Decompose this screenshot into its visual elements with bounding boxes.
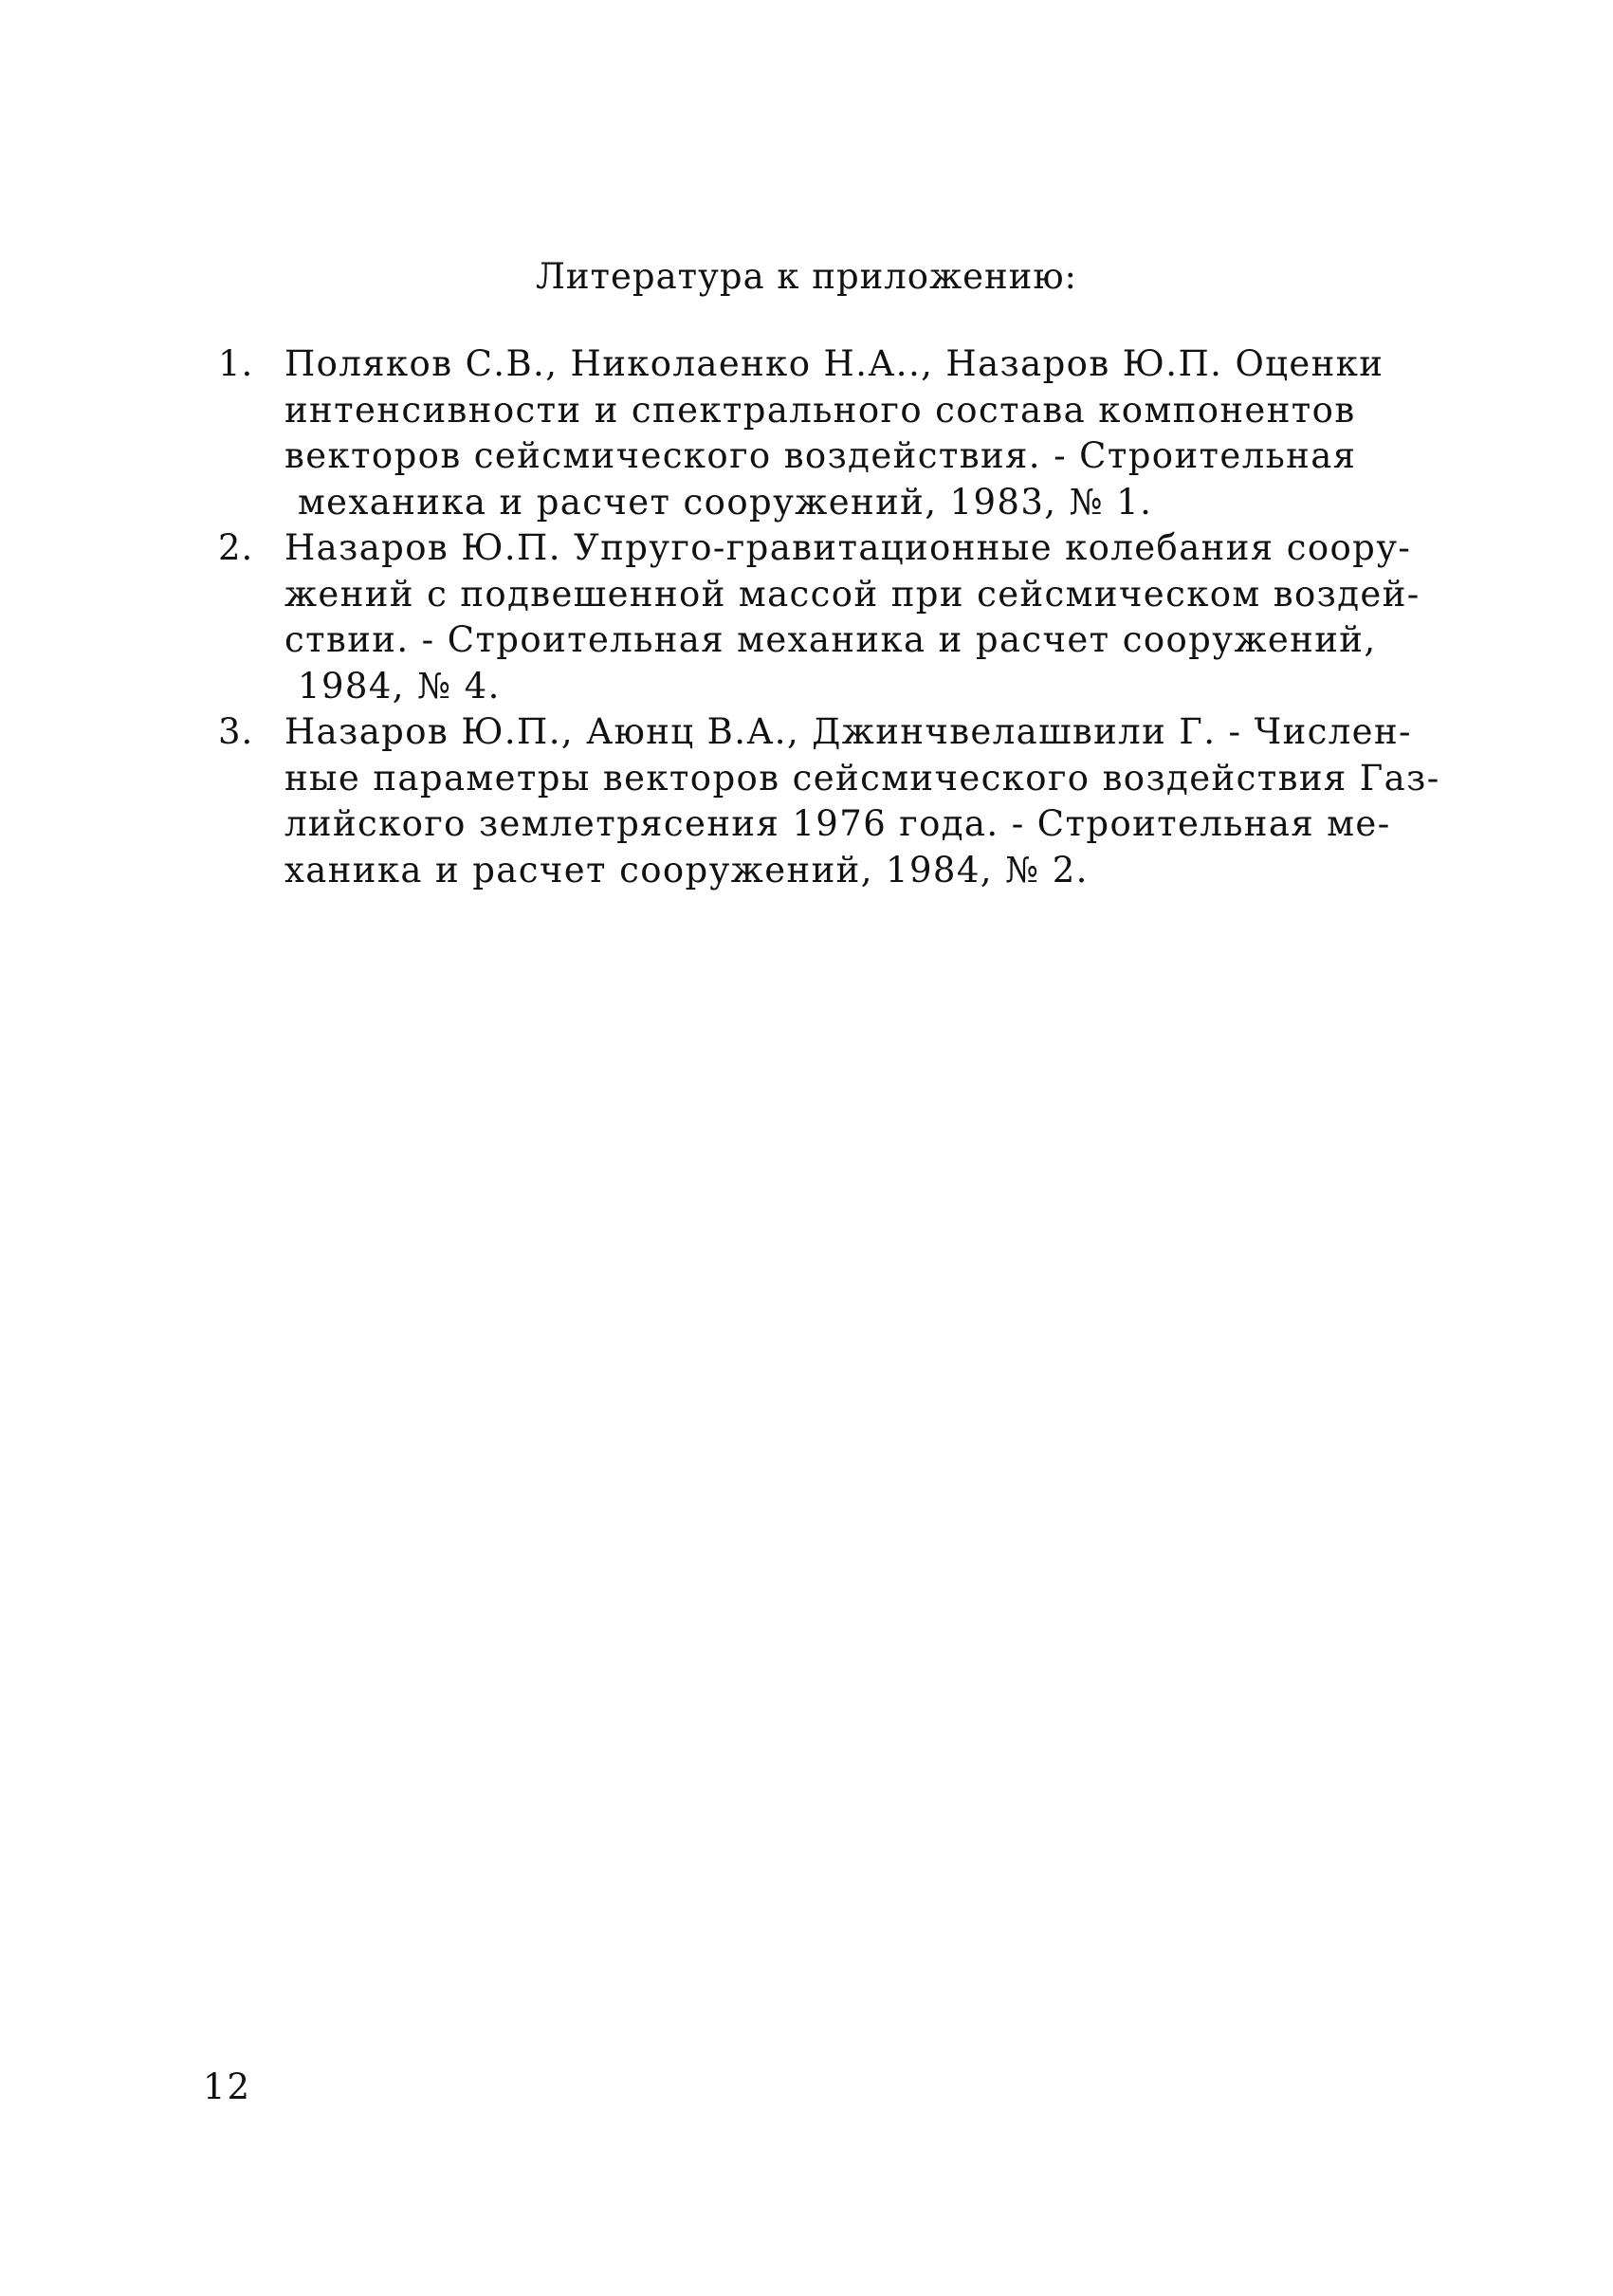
reference-line: механика и расчет сооружений, 1983, № 1. <box>298 481 1153 523</box>
reference-line: ханика и расчет сооружений, 1984, № 2. <box>284 849 1089 891</box>
reference-item <box>218 709 1451 893</box>
reference-line: жений с подвешенной массой при сейсмическом воздей- <box>284 573 1421 615</box>
references-list <box>218 341 1451 893</box>
reference-line: ствии. - Строительная механика и расчет сооружений, <box>284 619 1377 660</box>
reference-number: 3. <box>218 711 254 752</box>
reference-line: Назаров Ю.П. Упруго-гравитационные колебания соору- <box>284 527 1412 568</box>
reference-line: лийского землетрясения 1976 года. - Строительная ме- <box>284 803 1391 844</box>
references-heading: Литература к приложению: <box>536 256 1077 297</box>
reference-line: векторов сейсмического воздействия. - Строительная <box>284 435 1357 476</box>
reference-line: ные параметры векторов сейсмического воздействия Газ- <box>284 757 1440 799</box>
reference-item <box>218 525 1451 709</box>
reference-number: 2. <box>218 527 254 568</box>
reference-line: 1984, № 4. <box>298 665 501 707</box>
reference-line: Поляков С.В., Николаенко Н.А.., Назаров Ю.П. Оценки <box>284 343 1384 384</box>
reference-line: Назаров Ю.П., Аюнц В.А., Джинчвелашвили Г. - Числен- <box>284 711 1412 752</box>
reference-item <box>218 341 1451 525</box>
reference-line: интенсивности и спектрального состава компонентов <box>284 389 1356 431</box>
page-number: 12 <box>203 2066 252 2107</box>
reference-number: 1. <box>218 343 254 384</box>
